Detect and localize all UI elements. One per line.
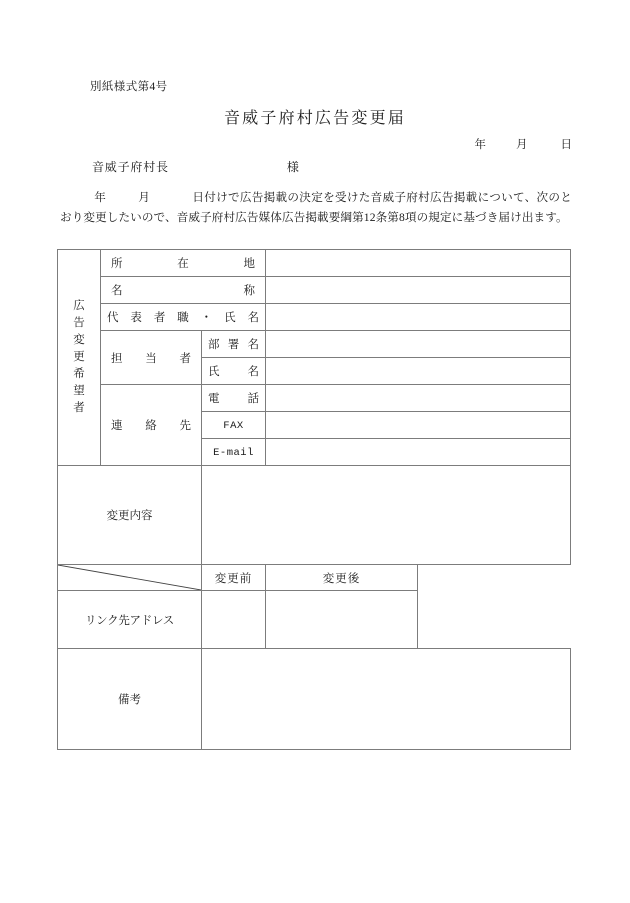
vertical-char: 更 xyxy=(73,351,85,363)
applicant-vertical-label xyxy=(58,250,101,466)
recipient-line xyxy=(92,158,300,175)
label-contact-info-text: 連絡先 xyxy=(111,420,191,432)
date-year-label: 年 xyxy=(474,139,486,151)
field-company-name[interactable] xyxy=(266,277,571,304)
field-telephone[interactable] xyxy=(266,385,571,412)
paragraph-year-label: 年 xyxy=(94,191,107,204)
table-row xyxy=(58,591,571,649)
label-fax-text: FAX xyxy=(223,419,244,432)
vertical-char: 望 xyxy=(73,385,85,397)
label-contact-person xyxy=(101,331,202,385)
paragraph-text: 付けで広告掲載の決定を受けた音威子府村広告掲載について、次のとおり変更したいので、音威子府村広告媒体広告掲載要綱第12条第8項の規定に基づき届け出ます。 xyxy=(60,191,572,224)
table-row xyxy=(58,304,571,331)
label-company-name xyxy=(101,277,266,304)
diagonal-corner-cell xyxy=(58,565,202,591)
date-line xyxy=(475,136,573,152)
paragraph-month-label: 月 xyxy=(138,191,151,204)
field-representative[interactable] xyxy=(266,304,571,331)
label-telephone-text: 電話 xyxy=(208,393,259,405)
date-month-label: 月 xyxy=(516,139,528,151)
vertical-char: 希 xyxy=(73,368,85,380)
applicant-vertical-label-stack xyxy=(58,298,100,417)
label-email xyxy=(202,439,266,466)
vertical-char: 変 xyxy=(73,334,85,346)
label-change-content-text: 変更内容 xyxy=(106,510,153,522)
field-link-address-before[interactable] xyxy=(202,591,266,649)
label-company-name-text: 名称 xyxy=(111,285,255,297)
label-representative-text: 代表者職・氏名 xyxy=(107,312,259,324)
field-email[interactable] xyxy=(266,439,571,466)
field-address[interactable] xyxy=(266,250,571,277)
recipient-honorific: 様 xyxy=(286,160,300,174)
vertical-char: 告 xyxy=(73,317,85,329)
label-department xyxy=(202,331,266,358)
table-row xyxy=(58,385,571,412)
label-change-content xyxy=(58,466,202,565)
field-department[interactable] xyxy=(266,331,571,358)
table-row xyxy=(58,277,571,304)
field-change-content[interactable] xyxy=(202,466,571,565)
table-row xyxy=(58,331,571,358)
field-link-address-after[interactable] xyxy=(266,591,418,649)
label-person-name xyxy=(202,358,266,385)
label-department-text: 部署名 xyxy=(208,339,259,351)
field-person-name[interactable] xyxy=(266,358,571,385)
field-remarks[interactable] xyxy=(202,649,571,750)
form-number: 別紙様式第4号 xyxy=(90,81,168,93)
table-row xyxy=(58,565,571,591)
paragraph-day-label: 日 xyxy=(192,191,205,204)
header-before-change: 変更前 xyxy=(202,565,266,591)
table-row xyxy=(58,250,571,277)
body-paragraph xyxy=(60,188,572,228)
label-contact-person-text: 担当者 xyxy=(111,352,191,365)
label-address xyxy=(101,250,266,277)
label-person-name-text: 氏名 xyxy=(208,366,259,378)
label-remarks-text: 備考 xyxy=(118,694,141,706)
application-form-table xyxy=(57,249,571,750)
table-row xyxy=(58,649,571,750)
label-representative xyxy=(101,304,266,331)
label-email-text: E-mail xyxy=(213,446,254,459)
table-row xyxy=(58,466,571,565)
label-address-text: 所在地 xyxy=(111,258,255,270)
vertical-char: 広 xyxy=(73,300,85,312)
date-day-label: 日 xyxy=(560,139,572,151)
field-fax[interactable] xyxy=(266,412,571,439)
label-link-address xyxy=(58,591,202,649)
label-remarks xyxy=(58,649,202,750)
label-link-address-text: リンク先アドレス xyxy=(84,614,175,627)
vertical-char: 者 xyxy=(73,402,85,414)
recipient-name: 音威子府村長 xyxy=(92,160,169,174)
diagonal-line-icon xyxy=(58,565,201,590)
label-fax xyxy=(202,412,266,439)
header-after-change: 変更後 xyxy=(266,565,418,591)
page-title: 音威子府村広告変更届 xyxy=(223,110,406,127)
label-telephone xyxy=(202,385,266,412)
label-contact-info xyxy=(101,385,202,466)
